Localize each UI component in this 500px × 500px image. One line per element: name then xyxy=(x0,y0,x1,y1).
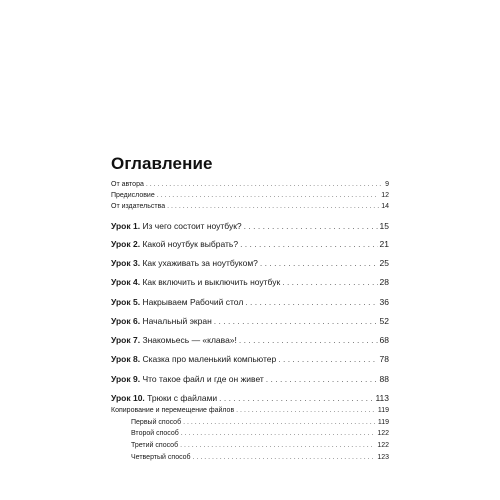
lesson-label: Урок 5. xyxy=(111,297,141,307)
dot-leader xyxy=(193,452,376,463)
entry-title: Предисловие xyxy=(111,192,155,199)
entry-page-number: 28 xyxy=(379,277,389,287)
toc-entry-lesson-3[interactable] xyxy=(111,257,389,270)
toc-entry-lesson-6[interactable] xyxy=(111,315,389,328)
dot-leader xyxy=(183,417,376,428)
lesson-label: Урок 10. xyxy=(111,393,145,403)
toc-entry-lesson-10[interactable] xyxy=(111,392,389,405)
lesson-title: Знакомьесь — «клава»! xyxy=(142,335,237,345)
dot-leader xyxy=(260,257,378,270)
entry-page-number: 21 xyxy=(379,239,389,249)
dot-leader xyxy=(266,373,378,386)
lesson-label: Урок 3. xyxy=(111,258,141,268)
entry-title: От автора xyxy=(111,181,144,188)
dot-leader xyxy=(240,238,377,251)
lesson-label: Урок 7. xyxy=(111,335,141,345)
lesson-label: Урок 1. xyxy=(111,221,141,231)
lesson-label: Урок 2. xyxy=(111,239,141,249)
entry-title: Первый способ xyxy=(131,419,182,426)
toc-entry-method-4[interactable] xyxy=(131,452,389,463)
lesson-title: Какой ноутбук выбрать? xyxy=(142,239,239,249)
lesson-label: Урок 6. xyxy=(111,316,141,326)
toc-entry-from-publisher[interactable] xyxy=(111,201,389,212)
entry-title: От издательства xyxy=(111,203,166,210)
entry-title: Второй способ xyxy=(131,430,179,437)
entry-page-number: 123 xyxy=(377,454,389,461)
toc-entry-lesson-1[interactable] xyxy=(111,220,389,233)
entry-page-number: 14 xyxy=(381,203,389,210)
toc-entry-lesson-8[interactable] xyxy=(111,353,389,366)
lesson-title: Из чего состоит ноутбук? xyxy=(142,221,242,231)
entry-title: Копирование и перемещение файлов xyxy=(111,407,235,414)
toc-entry-preface[interactable] xyxy=(111,190,389,201)
dot-leader xyxy=(245,296,377,309)
entry-page-number: 78 xyxy=(379,354,389,364)
lesson-title: Что такое файл и где он живет xyxy=(142,374,264,384)
lesson-label: Урок 4. xyxy=(111,277,141,287)
entry-page-number: 122 xyxy=(377,430,389,437)
dot-leader xyxy=(244,220,378,233)
toc-entry-copy-move-files[interactable] xyxy=(111,405,389,416)
entry-page-number: 68 xyxy=(379,335,389,345)
entry-page-number: 52 xyxy=(379,316,389,326)
lesson-title: Накрываем Рабочий стол xyxy=(142,297,244,307)
entry-page-number: 113 xyxy=(375,393,389,403)
toc-entry-method-1[interactable] xyxy=(131,417,389,428)
dot-leader xyxy=(236,405,376,416)
dot-leader xyxy=(278,353,377,366)
lesson-title: Как ухаживать за ноутбуком? xyxy=(142,258,258,268)
toc-entry-method-3[interactable] xyxy=(131,440,389,451)
entry-page-number: 12 xyxy=(381,192,389,199)
lesson-title: Трюки с файлами xyxy=(147,393,218,403)
lesson-label: Урок 8. xyxy=(111,354,141,364)
entry-title: Третий способ xyxy=(131,442,179,449)
dot-leader xyxy=(214,315,378,328)
dot-leader xyxy=(282,276,377,289)
entry-page-number: 119 xyxy=(377,407,389,414)
lesson-label: Урок 9. xyxy=(111,374,141,384)
toc-entry-lesson-4[interactable] xyxy=(111,276,389,289)
entry-page-number: 119 xyxy=(377,419,389,426)
dot-leader xyxy=(167,201,379,212)
dot-leader xyxy=(180,440,375,451)
dot-leader xyxy=(157,190,379,201)
dot-leader xyxy=(146,179,383,190)
entry-page-number: 25 xyxy=(379,258,389,268)
lesson-title: Сказка про маленький компьютер xyxy=(142,354,277,364)
toc-entry-lesson-2[interactable] xyxy=(111,238,389,251)
dot-leader xyxy=(239,334,378,347)
entry-page-number: 122 xyxy=(377,442,389,449)
entry-title: Четвертый способ xyxy=(131,454,191,461)
entry-page-number: 9 xyxy=(385,181,389,188)
toc-entry-lesson-5[interactable] xyxy=(111,296,389,309)
entry-page-number: 15 xyxy=(379,221,389,231)
entry-page-number: 36 xyxy=(379,297,389,307)
lesson-title: Начальный экран xyxy=(142,316,212,326)
entry-page-number: 88 xyxy=(379,374,389,384)
dot-leader xyxy=(181,428,376,439)
dot-leader xyxy=(219,392,373,405)
toc-entry-lesson-9[interactable] xyxy=(111,373,389,386)
lesson-title: Как включить и выключить ноутбук xyxy=(142,277,281,287)
toc-entry-from-author[interactable] xyxy=(111,179,389,190)
toc-entry-lesson-7[interactable] xyxy=(111,334,389,347)
toc-heading: Оглавление xyxy=(111,154,213,173)
toc-entry-method-2[interactable] xyxy=(131,428,389,439)
